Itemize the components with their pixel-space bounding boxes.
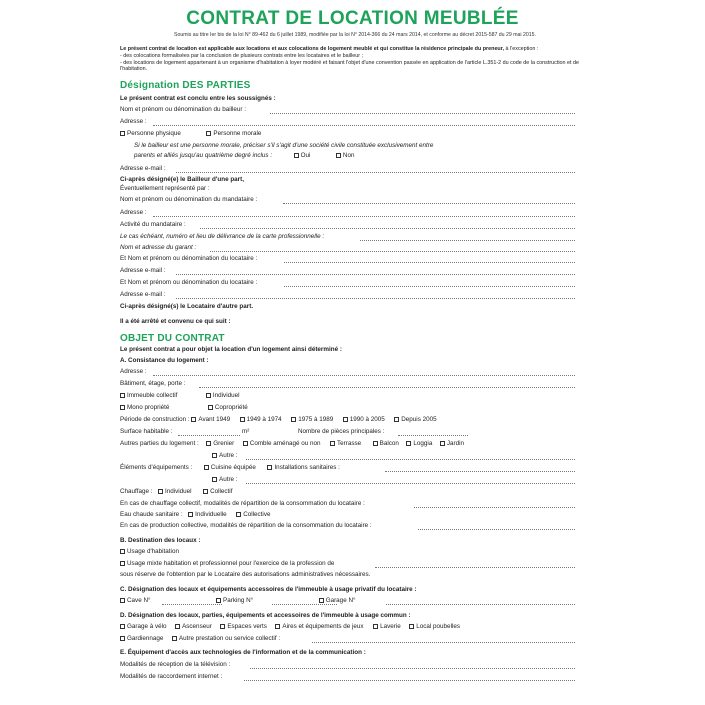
checkbox-copropriete[interactable] (208, 405, 213, 410)
label-periode: Période de construction : (120, 416, 190, 423)
subheading-a: A. Consistance du logement : (120, 357, 209, 364)
row-autre-parties (212, 452, 238, 460)
checkbox-comble[interactable] (243, 441, 248, 446)
field-chauffage-collectif-modalites[interactable] (414, 507, 575, 508)
field-carte-pro[interactable] (360, 240, 575, 241)
checkbox-1949-1974[interactable] (240, 417, 245, 422)
label-autres-parties: Autres parties du logement : (120, 440, 199, 447)
checkbox-oui[interactable] (294, 153, 299, 158)
label-balcon: Balcon (379, 440, 399, 447)
field-garant[interactable] (210, 251, 575, 252)
label-garage-velo: Garage à vélo (127, 623, 167, 630)
label-chauffage-individuel: Individuel (164, 488, 192, 495)
label-locataire-1: Et Nom et prénom ou dénomination du locataire : (120, 255, 258, 262)
label-mono-propriete: Mono propriété (127, 404, 170, 411)
intro-p1a: Le présent contrat de location est applicable aux locations et aux colocations de logement meublé et qui constitue la résidence principale du preneur, (120, 46, 505, 52)
field-installations-sanitaires[interactable] (385, 471, 575, 472)
field-locataire-2-email[interactable] (176, 298, 575, 299)
field-mandataire-name[interactable] (283, 203, 575, 204)
bailleur-designation: Ci-après désigné(e) le Bailleur d'une part, (120, 176, 244, 183)
label-gardiennage: Gardiennage (127, 635, 164, 642)
subheading-d: D. Désignation des locaux, parties, équipements et accessoires de l'immeuble à usage commun : (120, 612, 411, 619)
field-bailleur-email[interactable] (176, 172, 575, 173)
checkbox-autre-parties[interactable] (212, 453, 217, 458)
field-mandataire-address[interactable] (153, 216, 575, 217)
row-autres-parties (120, 440, 464, 448)
label-cuisine-equipee: Cuisine équipée (210, 464, 256, 471)
checkbox-individuel[interactable] (206, 393, 211, 398)
label-grenier: Grenier (213, 440, 235, 447)
subheading-e: E. Équipement d'accès aux technologies de l'information et de la communication : (120, 649, 366, 656)
label-autre-parties: Autre : (219, 452, 238, 459)
checkbox-laverie[interactable] (373, 624, 378, 629)
label-m2: m² (242, 428, 250, 435)
label-locataire-2: Et Nom et prénom ou dénomination du locataire : (120, 279, 258, 286)
label-eau-collective: Collective (243, 511, 271, 518)
checkbox-avant-1949[interactable] (191, 417, 196, 422)
checkbox-installations-sanitaires[interactable] (267, 465, 272, 470)
intro-p1b: à l'exception : (504, 46, 539, 52)
field-autre-parties[interactable] (246, 459, 575, 460)
label-personne-physique: Personne physique (127, 130, 181, 137)
label-production-collective: En cas de production collective, modalités de répartition de la consommation du locataire : (120, 522, 372, 529)
checkbox-gardiennage[interactable] (120, 636, 125, 641)
checkbox-ascenseur[interactable] (175, 624, 180, 629)
arrete-convenu: Il a été arrêté et convenu ce qui suit : (120, 318, 231, 325)
label-locataire-2-email: Adresse e-mail : (120, 291, 166, 298)
checkbox-personne-morale[interactable] (206, 131, 211, 136)
label-garant: Nom et adresse du garant : (120, 244, 197, 251)
label-immeuble-collectif: Immeuble collectif (127, 392, 178, 399)
checkbox-jardin[interactable] (440, 441, 445, 446)
label-usage-habitation: Usage d'habitation (127, 548, 179, 555)
row-usage-commun-2 (120, 635, 280, 643)
label-usage-mixte: Usage mixte habitation et professionnel pour l'exercice de la profession de (127, 560, 335, 567)
label-depuis-2005: Depuis 2005 (401, 416, 437, 423)
checkbox-terrasse[interactable] (330, 441, 335, 446)
label-1949-1974: 1949 à 1974 (246, 416, 282, 423)
legal-subtitle: Soumis au titre Ier bis de la loi N° 89-462 du 6 juillet 1989, modifiée par la loi N° 2014-366 du 24 mars 2014, et conforme au décret 2015-587 du 29 mai 2015. (173, 32, 536, 38)
label-1975-1989: 1975 à 1989 (298, 416, 334, 423)
label-carte-pro: Le cas échéant, numéro et lieu de délivrance de la carte professionnelle : (120, 233, 325, 240)
label-mandataire-name: Nom et prénom ou dénomination du mandataire : (120, 196, 258, 203)
checkbox-grenier[interactable] (206, 441, 211, 446)
label-oui: Oui (300, 152, 311, 159)
label-batiment: Bâtiment, étage, porte : (120, 380, 186, 387)
checkbox-parking[interactable] (216, 598, 221, 603)
field-logement-adresse[interactable] (153, 375, 575, 376)
checkbox-cuisine-equipee[interactable] (204, 465, 209, 470)
label-personne-morale: Personne morale (213, 130, 262, 137)
checkbox-depuis-2005[interactable] (394, 417, 399, 422)
row-eau-chaude (120, 511, 270, 519)
row-usage-habitation (120, 548, 179, 556)
label-locataire-1-email: Adresse e-mail : (120, 267, 166, 274)
label-garage: Garage N° (325, 597, 356, 604)
row-autre-equipements (212, 476, 238, 484)
label-local-poubelles: Local poubelles (416, 623, 461, 630)
row-usage-mixte (120, 560, 334, 568)
label-non: Non (342, 152, 355, 159)
row-immeuble-type (120, 392, 240, 400)
field-mandataire-activite[interactable] (200, 228, 575, 229)
row-person-type (120, 130, 261, 138)
label-mandataire-activite: Activité du mandataire : (120, 221, 186, 228)
checkbox-non[interactable] (336, 153, 341, 158)
label-elements: Éléments d'équipements : (120, 464, 193, 471)
label-aires-jeux: Aires et équipements de jeux (282, 623, 364, 630)
label-autre-prestation: Autre prestation ou service collectif : (178, 635, 281, 642)
field-surface[interactable] (178, 435, 240, 436)
objet-intro: Le présent contrat a pour objet la location d'un logement ainsi déterminé : (120, 346, 342, 353)
checkbox-1990-2005[interactable] (343, 417, 348, 422)
label-loggia: Loggia (413, 440, 433, 447)
checkbox-usage-mixte[interactable] (120, 561, 125, 566)
intro-p2: - des colocations formalisées par la conclusion de plusieurs contrats entre les locataires et le bailleur ; (120, 52, 363, 59)
label-represente-par: Éventuellement représenté par : (120, 185, 210, 192)
label-autre-equipements: Autre : (219, 476, 238, 483)
field-production-collective[interactable] (418, 529, 575, 530)
document-title: CONTRAT DE LOCATION MEUBLÉE (186, 8, 519, 29)
label-television: Modalités de réception de la télévision : (120, 661, 231, 668)
label-individuel: Individuel (212, 392, 240, 399)
field-batiment[interactable] (199, 387, 575, 388)
parties-intro: Le présent contrat est conclu entre les soussignés : (120, 95, 276, 102)
checkbox-chauffage-individuel[interactable] (158, 489, 163, 494)
checkbox-chauffage-collectif[interactable] (203, 489, 208, 494)
label-terrasse: Terrasse (336, 440, 362, 447)
locataire-designation: Ci-après désigné(s) le Locataire d'autre part. (120, 303, 254, 310)
row-usage-commun-1 (120, 623, 460, 631)
label-eau-chaude: Eau chaude sanitaire : (120, 511, 183, 518)
checkbox-autre-equipements[interactable] (212, 477, 217, 482)
label-pieces: Nombre de pièces principales : (298, 428, 385, 435)
label-espaces-verts: Espaces verts (227, 623, 267, 630)
label-mandataire-address: Adresse : (120, 209, 147, 216)
label-bailleur-name: Nom et prénom ou dénomination du bailleur : (120, 106, 247, 113)
checkbox-cave[interactable] (120, 598, 125, 603)
row-periode-construction (120, 416, 437, 424)
checkbox-aires-jeux[interactable] (275, 624, 280, 629)
field-internet[interactable] (244, 680, 575, 681)
field-bailleur-name[interactable] (270, 113, 575, 114)
label-eau-individuelle: Individuelle (195, 511, 227, 518)
field-parking[interactable] (272, 604, 337, 605)
label-chauffage: Chauffage : (120, 488, 153, 495)
field-garage[interactable] (386, 604, 575, 605)
subheading-b: B. Destination des locaux : (120, 537, 201, 544)
field-pieces[interactable] (398, 435, 468, 436)
field-locataire-1-email[interactable] (176, 274, 575, 275)
row-chauffage (120, 488, 232, 496)
label-comble: Comble aménagé ou non (249, 440, 321, 447)
checkbox-usage-habitation[interactable] (120, 549, 125, 554)
label-jardin: Jardin (446, 440, 464, 447)
label-installations-sanitaires: Installations sanitaires : (274, 464, 340, 471)
label-parents-allies: parents et alliés jusqu'au quatrième degré inclus : (134, 152, 273, 159)
checkbox-autre-prestation[interactable] (172, 636, 177, 641)
label-logement-adresse: Adresse : (120, 368, 147, 375)
checkbox-1975-1989[interactable] (291, 417, 296, 422)
label-bailleur-email: Adresse e-mail : (120, 165, 166, 172)
checkbox-espaces-verts[interactable] (220, 624, 225, 629)
field-locataire-2[interactable] (284, 286, 575, 287)
field-autre-prestation[interactable] (312, 642, 575, 643)
checkbox-local-poubelles[interactable] (409, 624, 414, 629)
label-chauffage-collectif: Collectif (210, 488, 233, 495)
note-personne-morale: Si le bailleur est une personne morale, préciser s'il s'agit d'une société civile constituée exclusivement entre (134, 142, 434, 149)
checkbox-garage-velo[interactable] (120, 624, 125, 629)
field-television[interactable] (250, 668, 575, 669)
row-parents-allies (134, 152, 354, 160)
checkbox-eau-individuelle[interactable] (188, 512, 193, 517)
row-elements-equipements (120, 464, 340, 472)
intro-text (120, 46, 580, 73)
field-cave[interactable] (162, 604, 222, 605)
label-cave: Cave N° (127, 597, 151, 604)
field-locataire-1[interactable] (284, 262, 575, 263)
section-heading-parties: Désignation DES PARTIES (120, 80, 251, 91)
label-1990-2005: 1990 à 2005 (349, 416, 385, 423)
checkbox-balcon[interactable] (373, 441, 378, 446)
section-heading-objet: OBJET DU CONTRAT (120, 333, 225, 344)
checkbox-eau-collective[interactable] (236, 512, 241, 517)
checkbox-personne-physique[interactable] (120, 131, 125, 136)
label-chauffage-collectif-modalites: En cas de chauffage collectif, modalités de répartition de la consommation du locataire : (120, 500, 365, 507)
label-laverie: Laverie (380, 623, 401, 630)
label-surface: Surface habitable : (120, 428, 173, 435)
label-copropriete: Copropriété (214, 404, 248, 411)
field-autre-equipements[interactable] (246, 483, 575, 484)
intro-p3: - des locations de logement appartenant à un organisme d'habitation à loyer modéré et faisant l'objet d'une convention passée en application de l'article L.351-2 du code de la construction et de l'habitation. (120, 59, 580, 73)
field-bailleur-address[interactable] (153, 125, 575, 126)
label-avant-1949: Avant 1949 (198, 416, 231, 423)
label-ascenseur: Ascenseur (182, 623, 212, 630)
label-reserve: sous réserve de l'obtention par le Locataire des autorisations administratives nécessaires. (120, 571, 371, 578)
row-propriete-type (120, 404, 248, 412)
field-profession[interactable] (375, 567, 575, 568)
checkbox-garage[interactable] (319, 598, 324, 603)
label-bailleur-address: Adresse : (120, 118, 147, 125)
label-internet: Modalités de raccordement internet : (120, 673, 223, 680)
checkbox-mono-propriete[interactable] (120, 405, 125, 410)
checkbox-immeuble-collectif[interactable] (120, 393, 125, 398)
checkbox-loggia[interactable] (406, 441, 411, 446)
subheading-c: C. Désignation des locaux et équipements accessoires de l'immeuble à usage privatif du locataire : (120, 586, 417, 593)
label-parking: Parking N° (223, 597, 254, 604)
